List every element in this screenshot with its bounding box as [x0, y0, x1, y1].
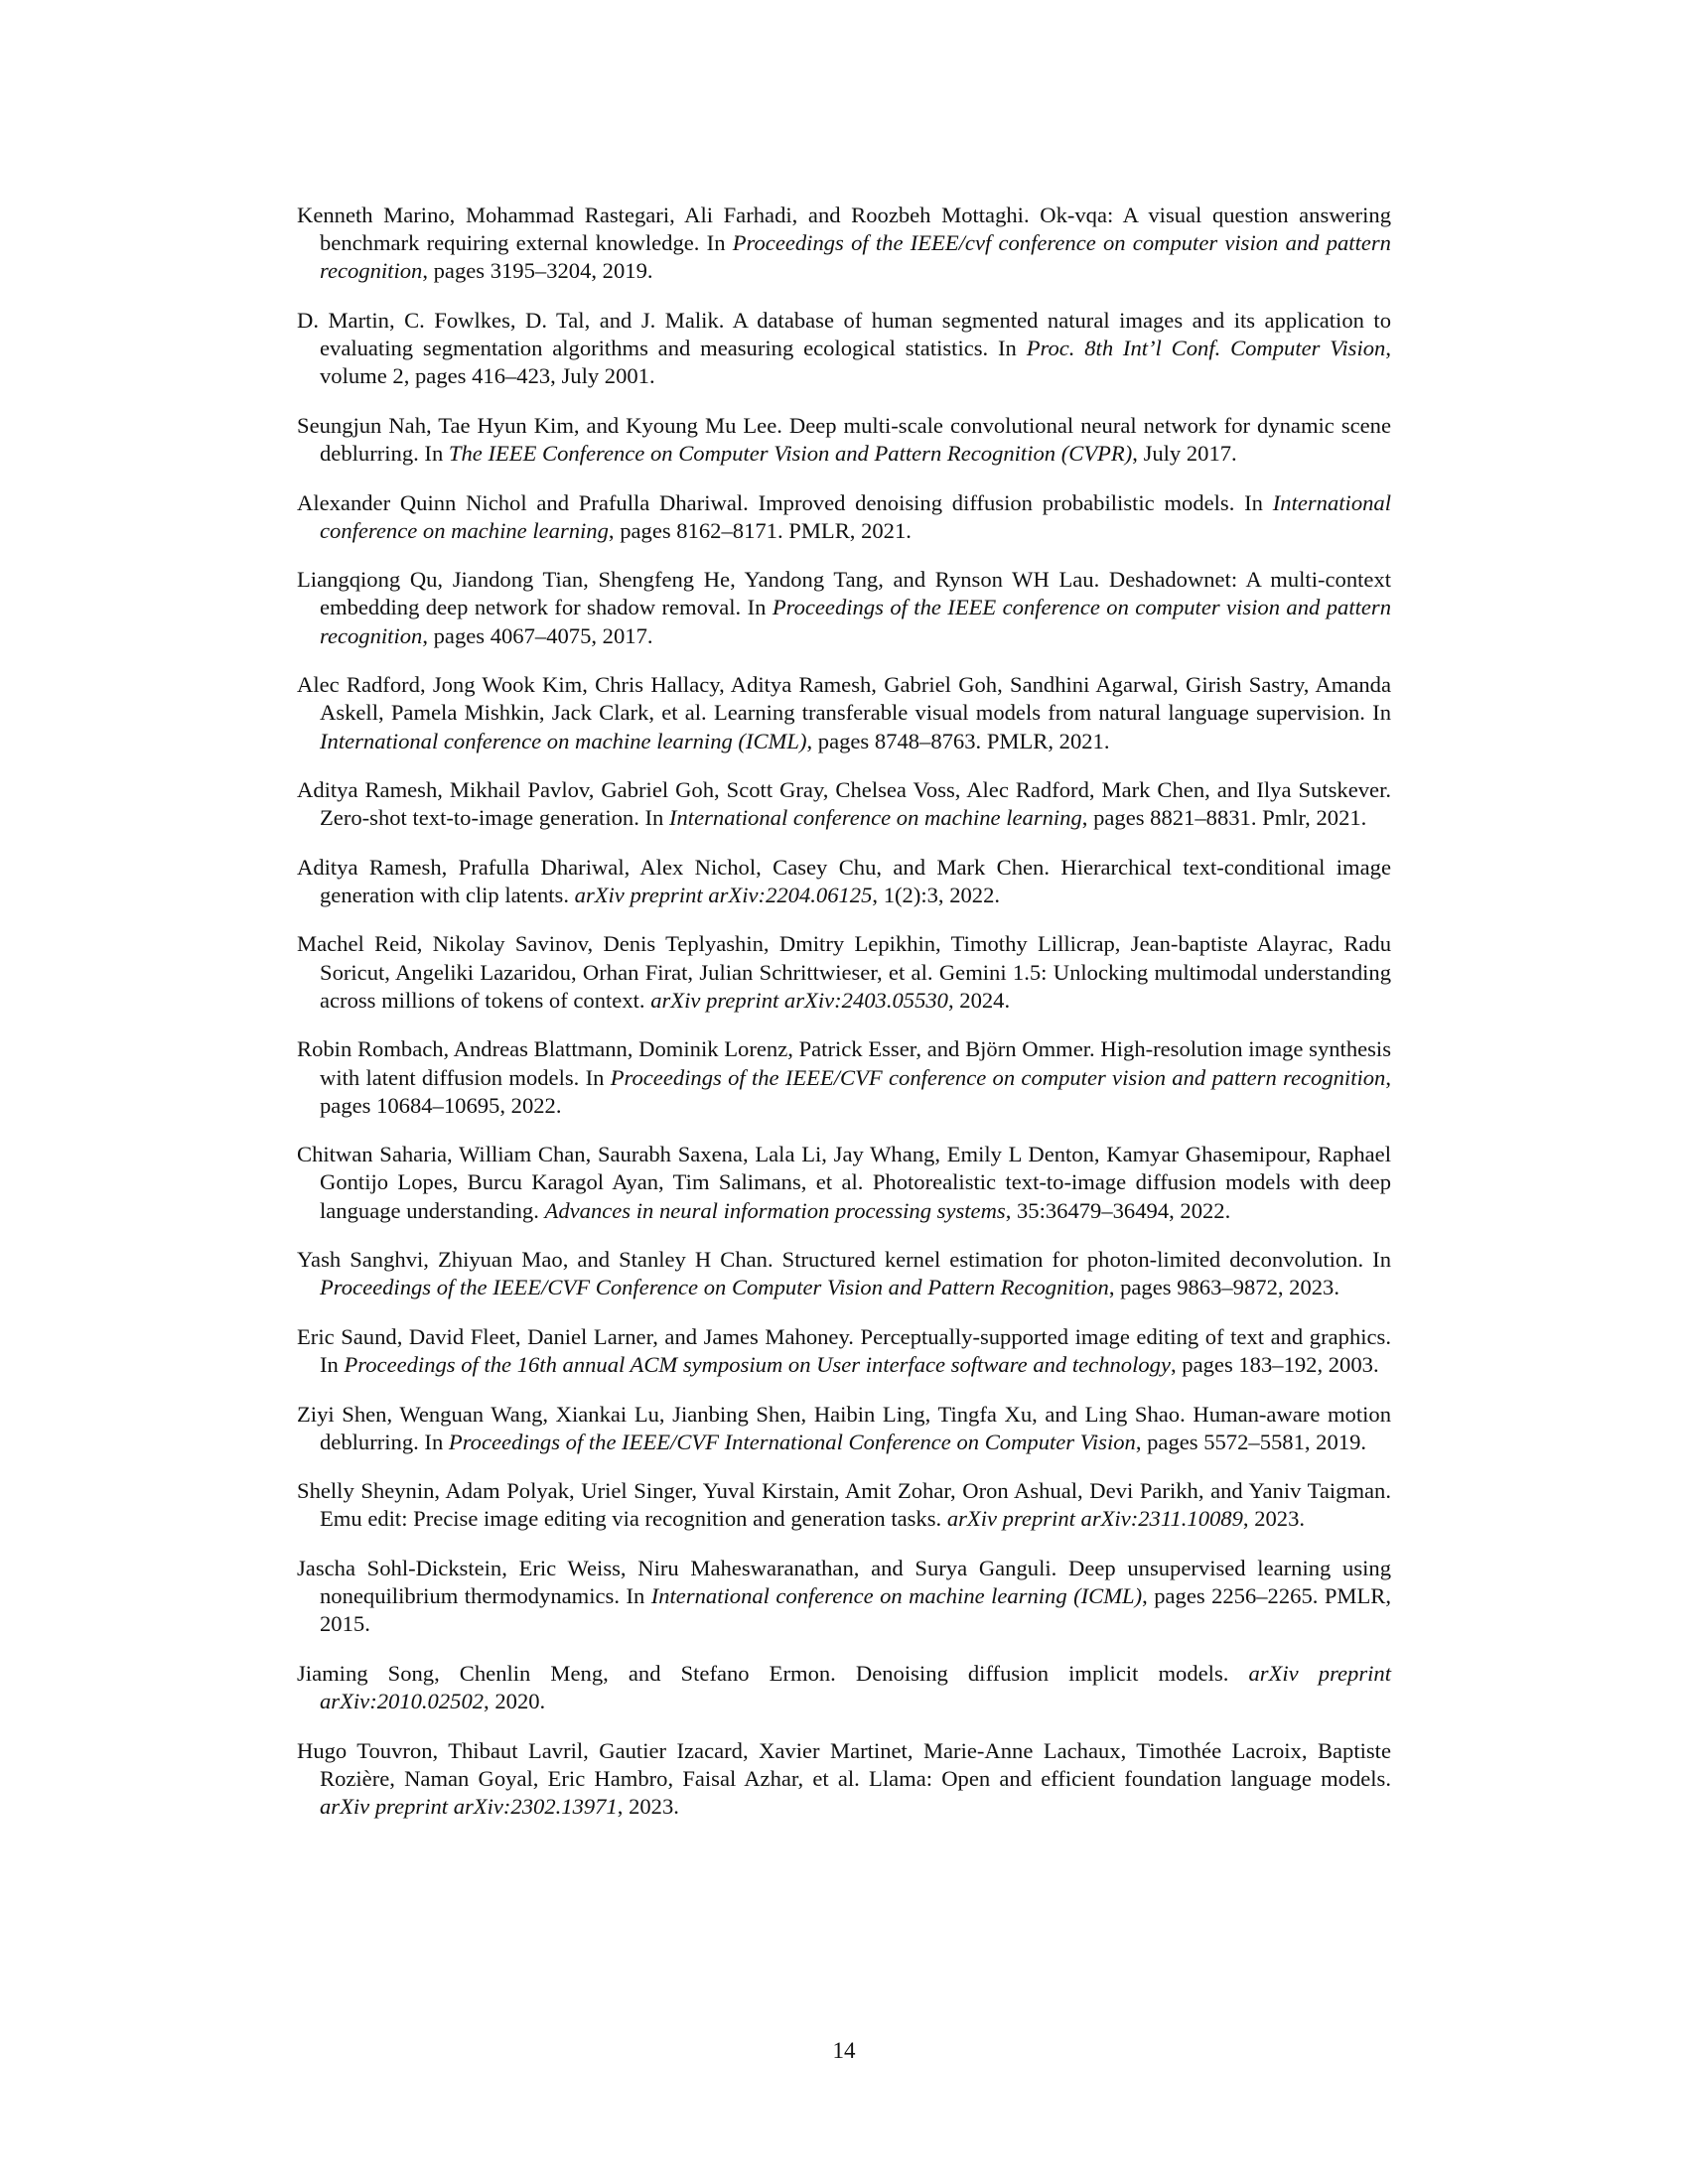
reference-details: , pages 3195–3204, 2019.	[422, 258, 653, 284]
reference-details: , 35:36479–36494, 2022.	[1005, 1197, 1231, 1223]
reference-entry	[297, 307, 1391, 391]
reference-authors: Machel Reid, Nikolay Savinov, Denis Teplyashin, Dmitry Lepikhin, Timothy Lillicrap, Jean-baptiste Alayrac, Radu Soricut, Angeliki Lazaridou, Orhan Firat, Julian Schrittwieser, et al.	[297, 931, 1391, 985]
reference-entry	[297, 1401, 1391, 1456]
reference-entry	[297, 489, 1391, 545]
reference-title: Structured kernel estimation for photon-limited deconvolution.	[781, 1247, 1364, 1273]
reference-entry	[297, 1035, 1391, 1120]
reference-authors: Aditya Ramesh, Mikhail Pavlov, Gabriel Goh, Scott Gray, Chelsea Voss, Alec Radford, Mark Chen, and Ilya Sutskever.	[297, 777, 1391, 803]
reference-title: Emu edit: Precise image editing via recognition and generation tasks.	[320, 1506, 942, 1532]
reference-title: Deshadownet: A multi-context embedding deep network for shadow removal.	[320, 567, 1391, 620]
reference-details: , 2024.	[947, 987, 1011, 1013]
reference-details: , July 2017.	[1132, 441, 1237, 467]
reference-authors: D. Martin, C. Fowlkes, D. Tal, and J. Malik.	[297, 307, 725, 333]
reference-authors: Jiaming Song, Chenlin Meng, and Stefano Ermon.	[297, 1660, 836, 1686]
reference-in: In	[706, 230, 726, 256]
reference-venue: Proceedings of the IEEE/CVF Conference on Computer Vision and Pattern Recognition	[320, 1275, 1109, 1300]
reference-venue: International conference on machine learning	[320, 489, 1392, 543]
reference-details: , pages 183–192, 2003.	[1171, 1352, 1379, 1378]
reference-venue: International conference on machine learning (ICML)	[320, 728, 807, 753]
reference-entry	[297, 1660, 1391, 1715]
reference-title: Perceptually-supported image editing of text and graphics.	[860, 1323, 1391, 1349]
reference-venue: Proceedings of the IEEE/CVF International Conference on Computer Vision	[448, 1429, 1136, 1454]
reference-entry	[297, 930, 1391, 1015]
reference-authors: Seungjun Nah, Tae Hyun Kim, and Kyoung Mu Lee.	[297, 412, 782, 438]
reference-title: Zero-shot text-to-image generation.	[320, 805, 639, 831]
reference-venue: Advances in neural information processing systems	[544, 1197, 1006, 1223]
reference-entry	[297, 412, 1391, 468]
reference-details: , pages 8748–8763. PMLR, 2021.	[806, 728, 1110, 753]
reference-entry	[297, 1477, 1391, 1533]
reference-in: In	[320, 1352, 339, 1378]
reference-venue: International conference on machine learning (ICML)	[650, 1583, 1143, 1609]
reference-entry	[297, 566, 1391, 650]
reference-in: In	[644, 805, 664, 831]
reference-title: Hierarchical text-conditional image generation with clip latents.	[320, 854, 1391, 907]
reference-title: Deep unsupervised learning using nonequilibrium thermodynamics.	[320, 1555, 1391, 1609]
reference-venue: Proceedings of the IEEE/cvf conference on computer vision and pattern recognition	[320, 230, 1391, 284]
reference-details: , pages 10684–10695, 2022.	[320, 1064, 1392, 1118]
reference-title: High-resolution image synthesis with latent diffusion models.	[320, 1036, 1392, 1090]
reference-entry	[297, 1737, 1391, 1822]
reference-authors: Liangqiong Qu, Jiandong Tian, Shengfeng He, Yandong Tang, and Rynson WH Lau.	[297, 567, 1100, 593]
reference-in: In	[998, 336, 1017, 361]
reference-entry	[297, 1246, 1391, 1301]
reference-entry	[297, 202, 1391, 286]
reference-title: Deep multi-scale convolutional neural network for dynamic scene deblurring.	[320, 412, 1392, 467]
reference-details: , pages 8821–8831. Pmlr, 2021.	[1081, 805, 1367, 831]
reference-authors: Alexander Quinn Nichol and Prafulla Dhariwal.	[297, 489, 749, 515]
reference-title: Human-aware motion deblurring.	[320, 1401, 1391, 1454]
reference-authors: Eric Saund, David Fleet, Daniel Larner, and James Mahoney.	[297, 1323, 854, 1349]
reference-details: , pages 9863–9872, 2023.	[1108, 1275, 1340, 1300]
reference-venue: arXiv preprint arXiv:2010.02502	[320, 1660, 1391, 1714]
reference-title: Llama: Open and efficient foundation language models.	[869, 1765, 1391, 1791]
reference-title: Gemini 1.5: Unlocking multimodal understanding across millions of tokens of context.	[320, 959, 1391, 1013]
reference-details: , pages 8162–8171. PMLR, 2021.	[608, 517, 912, 543]
reference-entry	[297, 854, 1391, 909]
reference-authors: Chitwan Saharia, William Chan, Saurabh Saxena, Lala Li, Jay Whang, Emily L Denton, Kamyar Ghasemipour, Raphael Gontijo Lopes, Burcu Karagol Ayan, Tim Salimans, et al.	[297, 1142, 1391, 1195]
reference-details: , pages 2256–2265. PMLR, 2015.	[320, 1583, 1392, 1637]
reference-authors: Alec Radford, Jong Wook Kim, Chris Hallacy, Aditya Ramesh, Gabriel Goh, Sandhini Agarwal, Girish Sastry, Amanda Askell, Pamela Mishkin, Jack Clark, et al.	[297, 672, 1391, 726]
reference-in: In	[747, 595, 767, 620]
reference-title: Ok-vqa: A visual question answering benchmark requiring external knowledge.	[320, 203, 1392, 256]
reference-entry	[297, 1141, 1391, 1225]
reference-details: , 2023.	[1242, 1506, 1306, 1532]
reference-in: In	[1372, 700, 1391, 726]
reference-details: , 2020.	[484, 1689, 546, 1714]
reference-authors: Jascha Sohl-Dickstein, Eric Weiss, Niru Maheswaranathan, and Surya Ganguli.	[297, 1555, 1057, 1580]
reference-details: , 1(2):3, 2022.	[872, 882, 1001, 907]
reference-in: In	[626, 1583, 645, 1609]
reference-details: , volume 2, pages 416–423, July 2001.	[320, 336, 1391, 389]
reference-in: In	[585, 1064, 605, 1090]
reference-list	[297, 202, 1391, 1842]
reference-authors: Kenneth Marino, Mohammad Rastegari, Ali Farhadi, and Roozbeh Mottaghi.	[297, 203, 1030, 227]
reference-details: , pages 4067–4075, 2017.	[422, 622, 653, 648]
reference-details: , 2023.	[617, 1793, 679, 1819]
reference-venue: International conference on machine learning	[668, 805, 1082, 831]
reference-venue: arXiv preprint arXiv:2403.05530	[650, 987, 948, 1013]
reference-entry	[297, 1555, 1391, 1639]
reference-venue: arXiv preprint arXiv:2311.10089	[946, 1506, 1243, 1532]
reference-entry	[297, 776, 1391, 832]
reference-in: In	[424, 441, 444, 467]
reference-title: Photorealistic text-to-image diffusion models with deep language understanding.	[320, 1169, 1391, 1223]
reference-authors: Shelly Sheynin, Adam Polyak, Uriel Singer, Yuval Kirstain, Amit Zohar, Oron Ashual, Devi Parikh, and Yaniv Taigman.	[297, 1478, 1391, 1504]
reference-title: Denoising diffusion implicit models.	[855, 1660, 1229, 1686]
reference-entry	[297, 671, 1391, 755]
reference-authors: Yash Sanghvi, Zhiyuan Mao, and Stanley H Chan.	[297, 1247, 774, 1273]
reference-title: A database of human segmented natural images and its application to evaluating segmentation algorithms and measuring ecological statistics.	[320, 307, 1391, 361]
reference-venue: Proceedings of the IEEE conference on computer vision and pattern recognition	[320, 595, 1391, 648]
reference-title: Learning transferable visual models from natural language supervision.	[713, 700, 1365, 726]
reference-details: , pages 5572–5581, 2019.	[1135, 1429, 1367, 1454]
reference-authors: Hugo Touvron, Thibaut Lavril, Gautier Izacard, Xavier Martinet, Marie-Anne Lachaux, Timothée Lacroix, Baptiste Rozière, Naman Goyal, Eric Hambro, Faisal Azhar, et al.	[297, 1737, 1391, 1791]
reference-authors: Ziyi Shen, Wenguan Wang, Xiankai Lu, Jianbing Shen, Haibin Ling, Tingfa Xu, and Ling Shao.	[297, 1401, 1186, 1427]
reference-venue: Proc. 8th Int’l Conf. Computer Vision	[1026, 336, 1386, 361]
reference-venue: The IEEE Conference on Computer Vision and Pattern Recognition (CVPR)	[448, 441, 1133, 467]
reference-venue: arXiv preprint arXiv:2204.06125	[574, 882, 873, 907]
reference-in: In	[424, 1429, 444, 1454]
reference-entry	[297, 1323, 1391, 1379]
reference-venue: Proceedings of the IEEE/CVF conference on computer vision and pattern recognition	[610, 1064, 1386, 1090]
reference-in: In	[1244, 489, 1263, 515]
page-number: 14	[832, 2038, 856, 2063]
reference-title: Improved denoising diffusion probabilistic models.	[758, 489, 1235, 515]
reference-in: In	[1372, 1247, 1391, 1273]
reference-authors: Robin Rombach, Andreas Blattmann, Dominik Lorenz, Patrick Esser, and Björn Ommer.	[297, 1036, 1095, 1062]
reference-venue: arXiv preprint arXiv:2302.13971	[320, 1793, 618, 1819]
reference-venue: Proceedings of the 16th annual ACM symposium on User interface software and technology	[344, 1352, 1171, 1378]
reference-authors: Aditya Ramesh, Prafulla Dhariwal, Alex Nichol, Casey Chu, and Mark Chen.	[297, 854, 1050, 880]
